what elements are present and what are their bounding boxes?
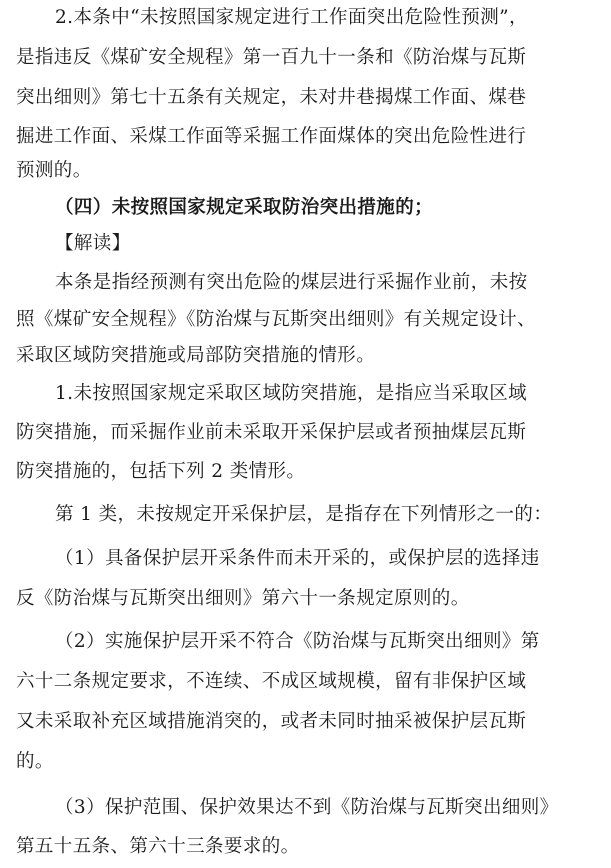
paragraph-line: 的。 (16, 751, 54, 772)
paragraph-line: 预测的。 (16, 160, 92, 181)
paragraph-line: 掘进工作面、采煤工作面等采掘工作面煤体的突出危险性进行 (16, 126, 527, 147)
paragraph-line: 2.本条中“未按照国家规定进行工作面突出危险性预测”， (55, 7, 528, 28)
paragraph-line: 照《煤矿安全规程》《防治煤与瓦斯突出细则》有关规定设计、 (16, 309, 536, 330)
paragraph-line: 第五十五条、第六十三条要求的。 (16, 836, 300, 857)
paragraph-line: （3）保护范围、保护效果达不到《防治煤与瓦斯突出细则》 (55, 797, 559, 818)
paragraph-line: 是指违反《煤矿安全规程》第一百九十一条和《防治煤与瓦斯 (16, 47, 527, 68)
paragraph-line: 本条是指经预测有突出危险的煤层进行采掘作业前，未按 (55, 272, 528, 293)
paragraph-line: 第 1 类，未按规定开采保护层，是指存在下列情形之一的： (55, 504, 553, 525)
paragraph-line: 采取区域防突措施或局部防突措施的情形。 (16, 345, 376, 366)
paragraph-line: 六十二条规定要求，不连续、不成区域规模，留有非保护区域 (16, 671, 527, 692)
section-heading: （四）未按照国家规定采取防治突出措施的； (55, 197, 434, 218)
paragraph-line: 防突措施，而采掘作业前未采取开采保护层或者预抽煤层瓦斯 (16, 422, 527, 443)
paragraph-line: 又未采取补充区域措施消突的，或者未同时抽采被保护层瓦斯 (16, 711, 527, 732)
paragraph-line: 突出细则》第七十五条有关规定，未对井巷揭煤工作面、煤巷 (16, 87, 527, 108)
paragraph-line: 1.未按照国家规定采取区域防突措施，是指应当采取区域 (55, 383, 528, 404)
interpretation-heading: 【解读】 (55, 233, 131, 254)
paragraph-line: （1）具备保护层开采条件而未开采的，或保护层的选择违 (55, 548, 540, 569)
paragraph-line: （2）实施保护层开采不符合《防治煤与瓦斯突出细则》第 (55, 631, 540, 652)
paragraph-line: 反《防治煤与瓦斯突出细则》第六十一条规定原则的。 (16, 588, 470, 609)
paragraph-line: 防突措施的，包括下列 2 类情形。 (16, 461, 306, 482)
